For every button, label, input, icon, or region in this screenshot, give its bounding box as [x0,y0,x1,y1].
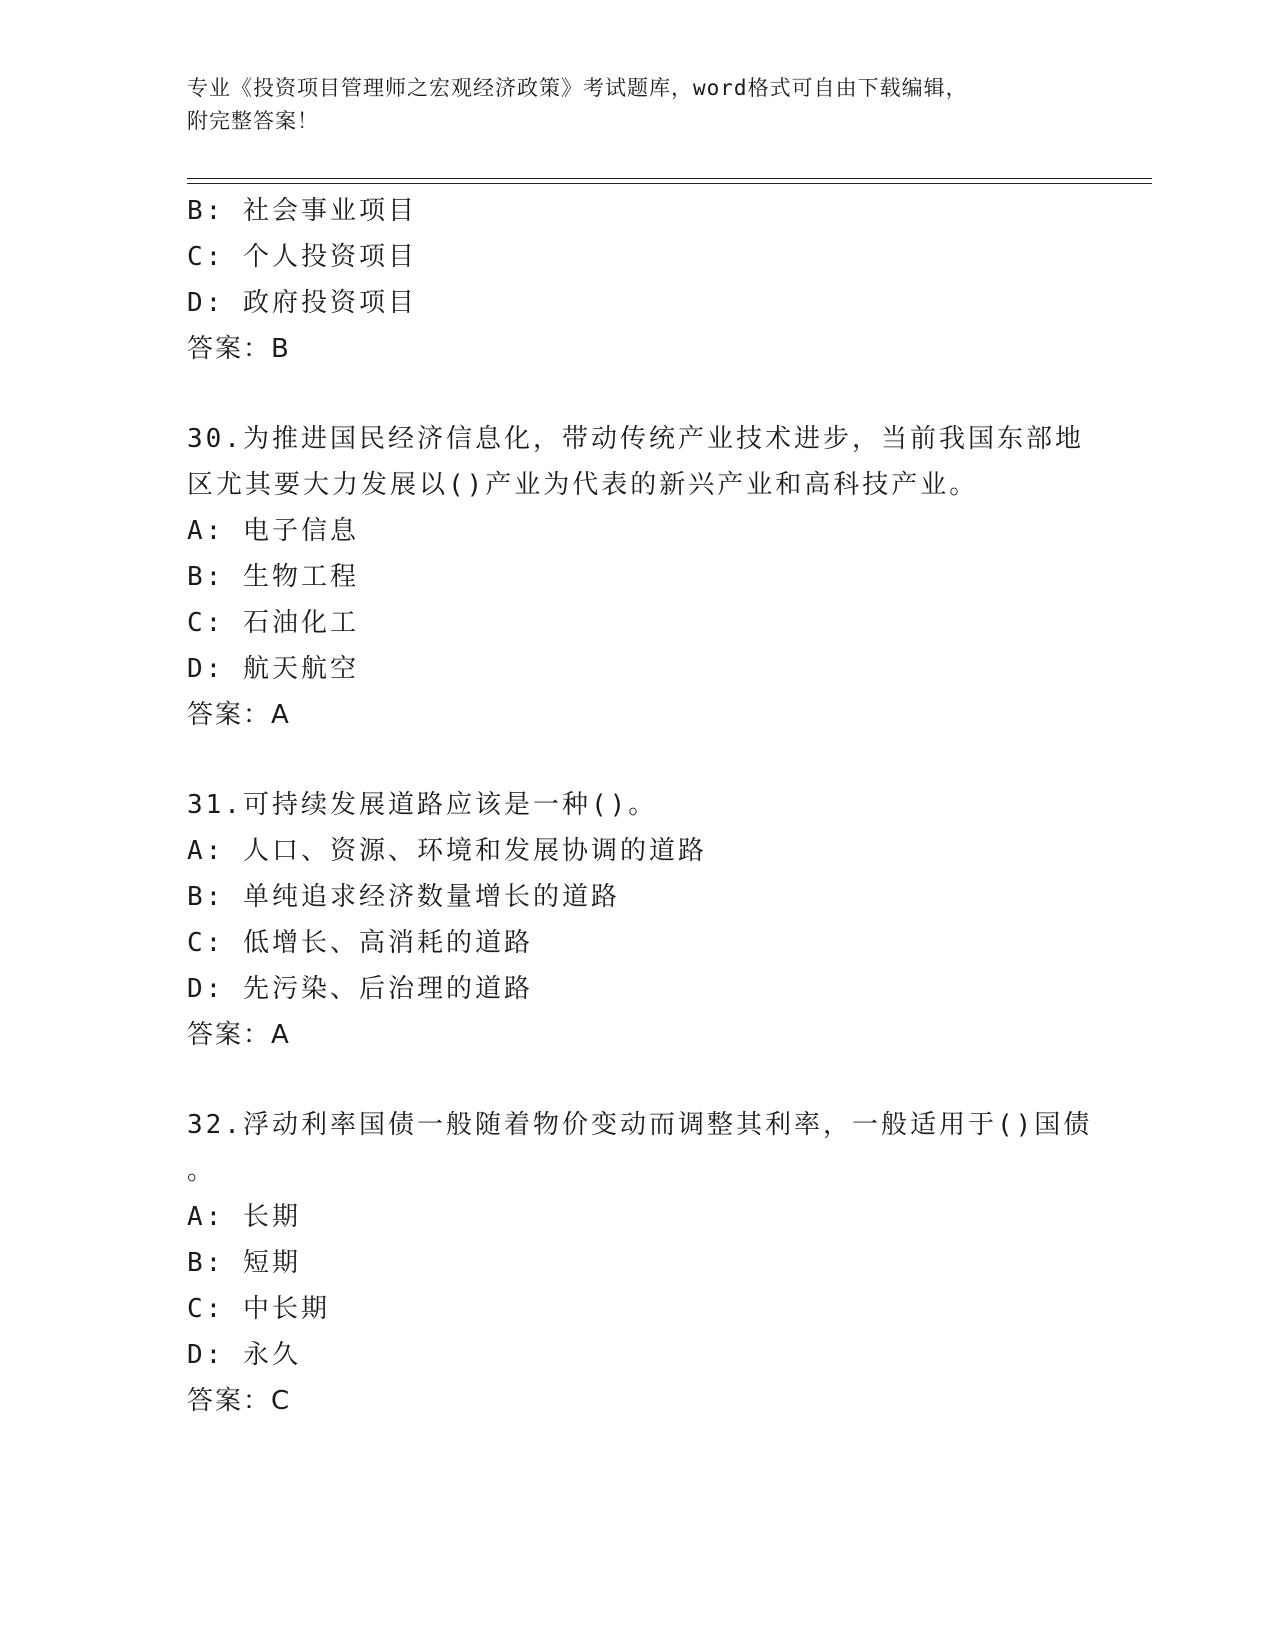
option-a: A: 长期 [187,1202,301,1232]
question-stem-line-2: 区尤其要大力发展以()产业为代表的新兴产业和高科技产业。 [187,470,979,500]
header-line-1: 专业《投资项目管理师之宏观经济政策》考试题库，word格式可自由下载编辑， [187,76,968,100]
question-31 [187,782,1087,1058]
document-header [187,72,1087,138]
option-d: D: 航天航空 [187,654,359,684]
question-30 [187,416,1087,738]
question-stem-line-1: 32.浮动利率国债一般随着物价变动而调整其利率，一般适用于()国债 [187,1110,1093,1140]
option-b: B: 短期 [187,1248,301,1278]
answer: 答案：A [187,1020,291,1050]
question-29 [187,188,1087,372]
option-a: A: 电子信息 [187,516,359,546]
answer: 答案：B [187,334,291,364]
question-stem-line-2: 。 [187,1156,217,1186]
header-divider-top [187,178,1152,179]
header-divider-bottom [187,183,1152,184]
option-c: C: 低增长、高消耗的道路 [187,928,533,958]
option-b: B: 社会事业项目 [187,196,417,226]
question-stem-line-1: 31.可持续发展道路应该是一种()。 [187,790,658,820]
option-b: B: 单纯追求经济数量增长的道路 [187,882,620,912]
answer: 答案：C [187,1386,292,1416]
option-d: D: 先污染、后治理的道路 [187,974,533,1004]
question-stem-line-1: 30.为推进国民经济信息化，带动传统产业技术进步，当前我国东部地 [187,424,1084,454]
option-b: B: 生物工程 [187,562,359,592]
option-d: D: 政府投资项目 [187,288,417,318]
header-line-2: 附完整答案！ [187,109,319,133]
answer: 答案：A [187,700,291,730]
spacer [187,738,1087,782]
spacer [187,372,1087,416]
option-c: C: 中长期 [187,1294,330,1324]
option-c: C: 个人投资项目 [187,242,417,272]
option-d: D: 永久 [187,1340,301,1370]
option-a: A: 人口、资源、环境和发展协调的道路 [187,836,707,866]
option-c: C: 石油化工 [187,608,359,638]
question-list [187,188,1093,1424]
question-32 [187,1102,1093,1424]
spacer [187,1058,1087,1102]
